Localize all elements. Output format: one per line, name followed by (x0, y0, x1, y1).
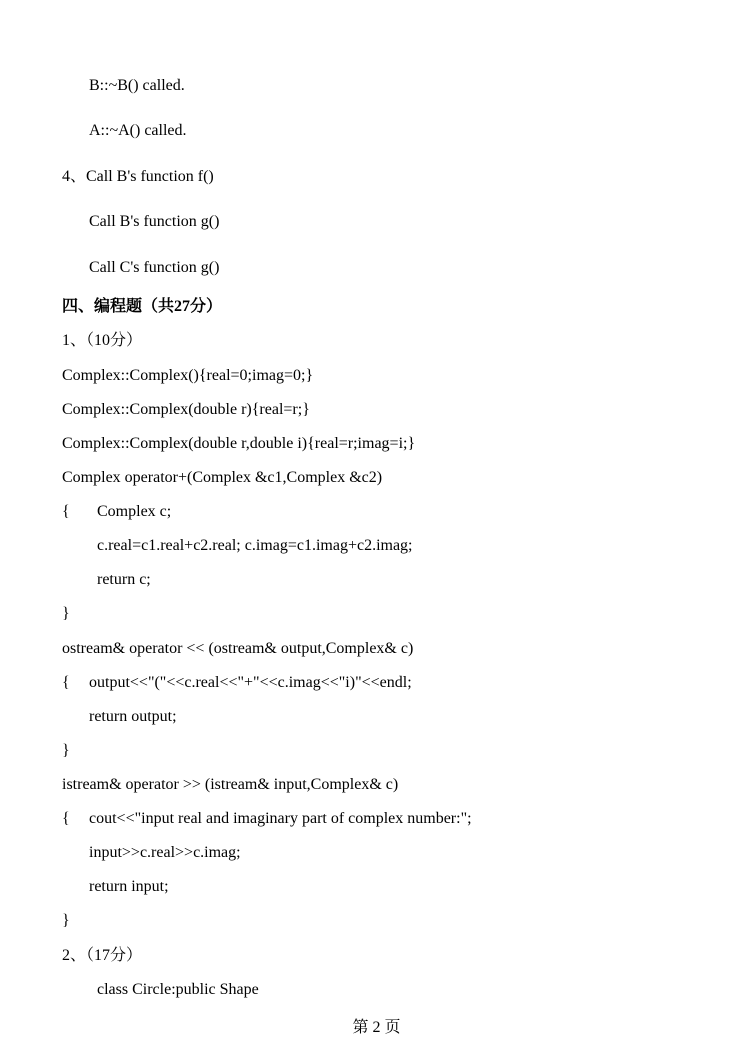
code-line: Complex c; (97, 503, 172, 520)
question-1-heading: 1、（10分） (62, 332, 143, 349)
code-line: ostream& operator << (ostream& output,Complex& c) (62, 640, 414, 657)
output-line-b-destructor: B::~B() called. (89, 77, 185, 94)
code-line: Complex::Complex(double r){real=r;} (62, 401, 310, 418)
code-line: Complex operator+(Complex &c1,Complex &c2) (62, 469, 383, 486)
code-line: return c; (97, 571, 151, 588)
code-line: output<<"("<<c.real<<"+"<<c.imag<<"i)"<<endl; (89, 674, 412, 691)
question-2-heading: 2、（17分） (62, 947, 143, 964)
page-number: 第 2 页 (352, 1019, 401, 1036)
code-line: istream& operator >> (istream& input,Complex& c) (62, 776, 399, 793)
code-brace: { (62, 503, 70, 520)
code-line: Complex::Complex(double r,double i){real=r;imag=i;} (62, 435, 416, 452)
code-line: return output; (89, 708, 177, 725)
code-brace: { (62, 674, 70, 691)
code-line: input>>c.real>>c.imag; (89, 844, 241, 861)
code-brace: } (62, 912, 70, 929)
answer-4-line-2: Call B's function g() (89, 213, 220, 230)
answer-4-line-3: Call C's function g() (89, 259, 220, 276)
code-brace: } (62, 605, 70, 622)
code-brace: { (62, 810, 70, 827)
code-line: class Circle:public Shape (97, 981, 259, 998)
code-line: Complex::Complex(){real=0;imag=0;} (62, 367, 314, 384)
code-line: cout<<"input real and imaginary part of complex number:"; (89, 810, 472, 827)
answer-4-line-1: 4、Call B's function f() (62, 168, 214, 185)
code-line: return input; (89, 878, 169, 895)
code-brace: } (62, 742, 70, 759)
section-heading-programming: 四、编程题（共27分） (62, 298, 223, 315)
code-line: c.real=c1.real+c2.real; c.imag=c1.imag+c2.imag; (97, 537, 413, 554)
output-line-a-destructor: A::~A() called. (89, 122, 187, 139)
